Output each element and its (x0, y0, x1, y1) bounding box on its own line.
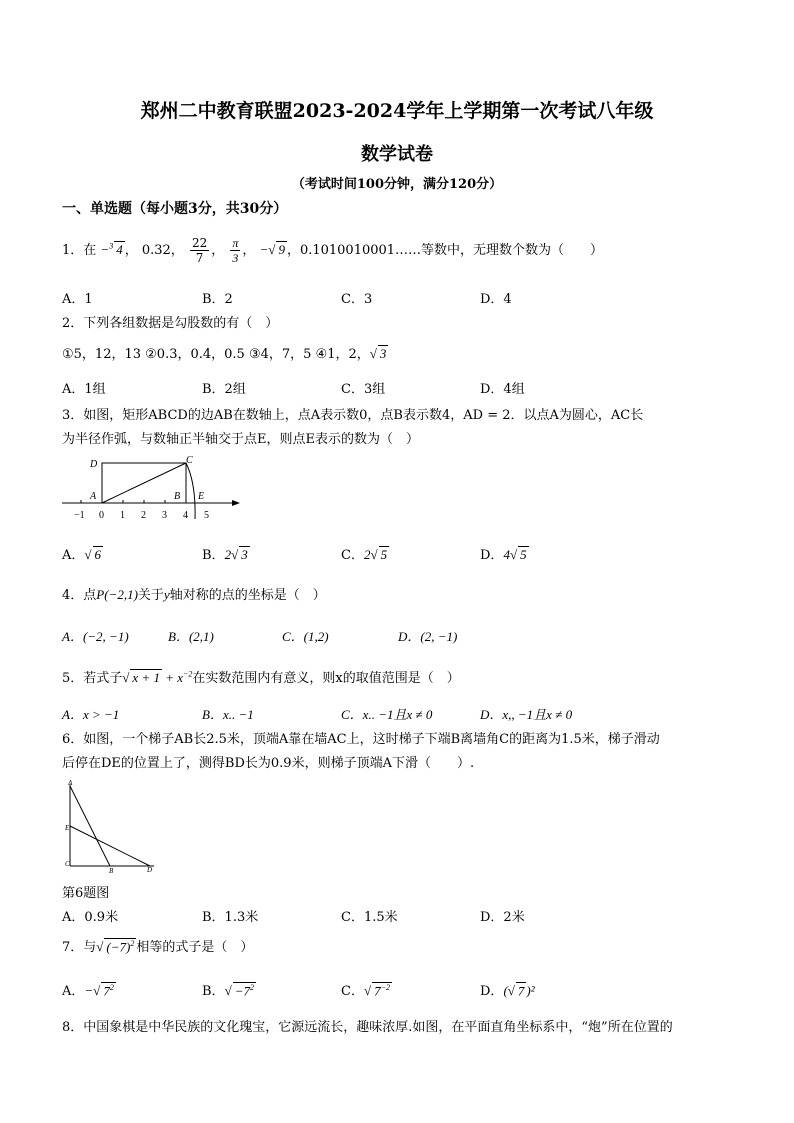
q3-option-c[interactable]: C．2√ 5 (341, 547, 388, 563)
q3-option-a[interactable]: A．√ 6 (62, 547, 102, 563)
question-2-stem: 2．下列各组数据是勾股数的有（ ） (62, 316, 279, 331)
q6-option-c[interactable]: C．1.5米 (341, 910, 398, 925)
q6-label-d: D (147, 866, 153, 874)
q3-label-a: A (90, 491, 97, 502)
q1-tail: ，0.1010010001……等数中，无理数个数为（ ） (286, 243, 604, 258)
paper-subtitle: 数学试卷 (361, 144, 433, 165)
q3-tick-neg1: −1 (74, 510, 85, 521)
q3-tick-1: 1 (120, 510, 125, 521)
q2-option-a[interactable]: A．1组 (62, 382, 106, 397)
q2-option-b[interactable]: B．2组 (202, 382, 246, 397)
q7-option-a[interactable]: A．−√ $7^2$ (62, 982, 114, 999)
q3-tick-5: 5 (204, 510, 209, 521)
q3-tick-3: 3 (162, 510, 167, 521)
q3-label-d: D (90, 459, 98, 470)
question-4-stem: 4．点P(−2,1)关于y轴对称的点的坐标是（ ） (62, 587, 326, 603)
q7-expression: √ $(-7)^2$ (96, 938, 135, 954)
question-3-line2: 为半径作弧，与数轴正半轴交于点E，则点E表示的数为（ ） (62, 432, 419, 447)
q3-tick-2: 2 (141, 510, 146, 521)
q1-cube-root: −$^3$ 4 (100, 241, 123, 257)
q3-option-b[interactable]: B．2√ 3 (202, 547, 248, 563)
q4-option-c[interactable]: C．(1,2) (282, 629, 329, 644)
q7-option-d[interactable]: D．(√ 7 )² (480, 983, 535, 999)
question-7-stem: 7．与√ $(-7)^2$ 相等的式子是（ ） (62, 938, 254, 955)
q5-option-a[interactable]: A．x > −1 (62, 707, 120, 722)
question-1-stem: 1．在 −$^3$ 4 ， 0.32， $\frac{22}{7}$ ， $\frac{\pi}{3}$ ， −√ 9 ，0.1010010001……等数中，无理数个数为（ ） (62, 236, 604, 265)
q6-option-a[interactable]: A．0.9米 (62, 910, 119, 925)
question-3-line1: 3．如图，矩形ABCD的边AB在数轴上，点A表示数0，点B表示数4，AD = 2．以点A为圆心，AC长 (62, 408, 644, 423)
q5-option-c[interactable]: C．x.. −1且x ≠ 0 (341, 707, 433, 722)
q1-option-d[interactable]: D．4 (480, 292, 512, 307)
q2-groups: ①5，12，13 ②0.3，0.4，0.5 ③4，7，5 ④1，2，√ 3 (62, 346, 387, 362)
q6-option-d[interactable]: D．2米 (480, 910, 525, 925)
q3-label-e: E (198, 491, 205, 502)
question-6-line1: 6．如图，一个梯子AB长2.5米，顶端A靠在墙AC上，这时梯子下端B离墙角C的距离为1.5米，梯子滑动 (62, 732, 660, 747)
section-heading: 一、单选题（每小题3分，共30分） (62, 201, 288, 217)
question-6-line2: 后停在DE的位置上了，测得BD长为0.9米，则梯子顶端A下滑（ ）. (62, 756, 475, 771)
q7-option-b[interactable]: B．√ $-7^2$ (202, 982, 254, 999)
q7-option-c[interactable]: C．√ $7^{-2}$ (341, 982, 390, 999)
q1-prefix: 1．在 (62, 243, 97, 258)
exam-title: 郑州二中教育联盟2023-2024学年上学期第一次考试八年级 (140, 100, 654, 122)
q3-tick-0: 0 (99, 510, 104, 521)
q6-label-a: A (68, 779, 73, 787)
q1-option-b[interactable]: B．2 (202, 292, 233, 307)
q4-point: P(−2,1) (96, 587, 138, 602)
q2-option-c[interactable]: C．3组 (341, 382, 386, 397)
q3-label-b: B (174, 491, 181, 502)
q6-label-c: C (65, 860, 70, 868)
q6-figure-caption: 第6题图 (62, 886, 110, 901)
question-5-stem: 5．若式子√ $x + 1 + x^{-2}$在实数范围内有意义，则x的取值范围是（ ） (62, 669, 460, 686)
q6-ladder-ed (70, 826, 150, 866)
q1-neg-sqrt: −√ 9 (259, 242, 285, 257)
q6-label-e: E (65, 824, 70, 832)
q4-option-b[interactable]: B．(2,1) (168, 629, 214, 644)
q1-pi-fraction: $\frac{\pi}{3}$ (232, 236, 239, 265)
q3-label-c: C (186, 455, 193, 466)
q5-option-b[interactable]: B．x.. −1 (202, 707, 254, 722)
q1-decimal: 0.32 (141, 243, 171, 258)
q5-option-d[interactable]: D．x,, −1且x ≠ 0 (480, 707, 573, 722)
q6-option-b[interactable]: B．1.3米 (202, 910, 259, 925)
q2-option-d[interactable]: D．4组 (480, 382, 525, 397)
q5-expression: √ $x + 1 + x^{-2}$ (122, 669, 193, 685)
q4-option-d[interactable]: D．(2, −1) (398, 629, 458, 644)
q3-number-line-figure (62, 455, 242, 525)
q1-option-c[interactable]: C．3 (341, 292, 373, 307)
q3-tick-4: 4 (183, 510, 188, 521)
q1-option-a[interactable]: A．1 (62, 292, 93, 307)
q3-axis-arrow (232, 500, 240, 506)
q6-ladder-ab (70, 786, 110, 866)
question-8-line1: 8．中国象棋是中华民族的文化瑰宝，它源远流长，趣味浓厚.如图，在平面直角坐标系中，“炮”所在位置的 (62, 1020, 673, 1035)
q4-option-a[interactable]: A．(−2, −1) (62, 629, 129, 644)
q3-option-d[interactable]: D．4√ 5 (480, 547, 527, 563)
q6-ladder-figure (62, 778, 162, 878)
q1-fraction: $\frac{22}{7}$ (191, 236, 208, 265)
exam-note: （考试时间100分钟，满分120分） (291, 177, 503, 192)
q6-label-b: B (109, 867, 114, 875)
